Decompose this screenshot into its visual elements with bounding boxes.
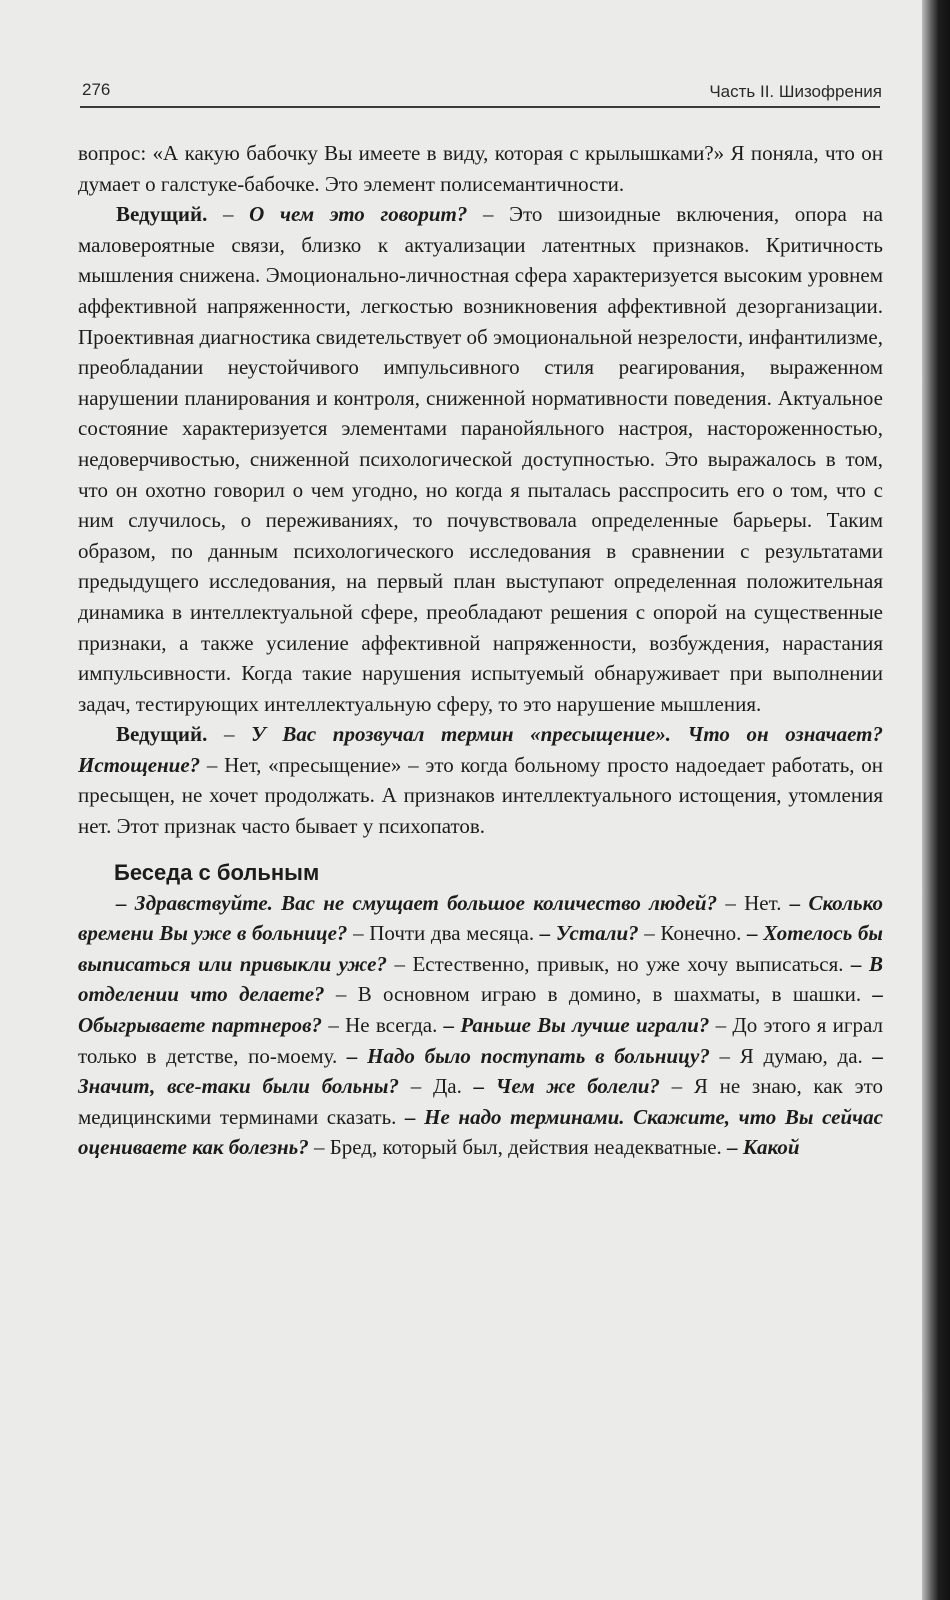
speaker-label: Ведущий. (116, 202, 208, 227)
answer: – Не всегда. (322, 1013, 444, 1038)
speaker-question: У Вас прозвучал термин «пресыщение». Что он означает? Истощение? (78, 722, 884, 777)
answer: – Естественно, привык, но уже хочу выписаться. (386, 951, 851, 976)
paragraph-3 (78, 719, 883, 841)
question: – Обыгрываете партнеров? (78, 982, 883, 1038)
dialogue-paragraph (78, 888, 883, 1163)
book-spine-shadow (922, 0, 950, 1600)
answer: – В основном играю в домино, в шахматы, в шашки. (324, 982, 873, 1007)
question: – Раньше Вы лучше играли? (443, 1013, 710, 1038)
page-number: 276 (82, 80, 111, 99)
paragraph-2 (78, 199, 883, 719)
question: – Не надо терминами. Скажите, что Вы сейчас оцениваете как болезнь? (78, 1104, 883, 1160)
answer-text: – Это шизоидные включения, опора на маловероятные связи, близко к актуализации латентных признаков. Критичность мышления снижена. Эмоционально-личностная сфера характеризуется высоким уровнем аффективной напряженности, легкостью возникновения аффективной дезорганизации. Проективная диагностика свидетельствует об эмоциональной незрелости, инфантилизме, преобладании неустойчивого импульсивного стиля реагирования, выраженном нарушении планирования и контроля, сниженной нормативности поведения. Актуальное состояние характеризуется элементами паранойяльного настроя, настороженностью, недоверчивостью, сниженной психологической доступностью. Это выражалось в том, что он охотно говорил о чем угодно, но когда я пыталась расспросить его о том, что с ним случилось, о переживаниях, то почувствовала определенные барьеры. Таким образом, по данным психологического исследования в сравнении с результатами предыдущего исследования, на первый план выступают определенная положительная динамика в интеллектуальной сфере, преобладают решения с опорой на существенные признаки, а также усиление аффективной напряженности, возбуждения, нарастания импульсивности. Когда такие нарушения испытуемый обнаруживает при выполнении задач, тестирующих интеллектуальную сферу, то это нарушение мышления. (78, 202, 883, 716)
answer: – Почти два месяца. (347, 921, 540, 946)
question: – Надо было поступать в больницу? (346, 1043, 710, 1068)
question: – Устали? (539, 921, 639, 946)
page-body (78, 138, 883, 1163)
answer-text: – Нет, «пресыщение» – это когда больному просто надоедает работать, он пресыщен, не хочет продолжать. А признаков интеллектуального истощения, утомления нет. Этот признак часто бывает у психопатов. (78, 752, 883, 839)
paragraph-1: вопрос: «А какую бабочку Вы имеете в виду, которая с крылышками?» Я поняла, что он думает о галстуке-бабочке. Это элемент полисемантичности. (78, 141, 883, 196)
question: – Значит, все-таки были больны? (78, 1043, 883, 1099)
question: – Какой (727, 1135, 800, 1160)
answer: – Нет. (717, 890, 790, 915)
answer: – Конечно. (638, 921, 748, 946)
question: – Сколько времени Вы уже в больнице? (78, 890, 883, 946)
question: – Здравствуйте. Вас не смущает большое количество людей? (116, 890, 718, 915)
answer: – Я не знаю, как это медицинскими терминами сказать. (78, 1074, 883, 1129)
question: – В отделении что делаете? (78, 951, 883, 1007)
answer: – Бред, который был, действия неадекватные. (308, 1135, 728, 1160)
dash: – (207, 202, 250, 227)
question: – Чем же болели? (473, 1074, 660, 1099)
answer: – Я думаю, да. (709, 1043, 873, 1068)
speaker-label: Ведущий. (116, 722, 208, 747)
part-title: Часть II. Шизофрения (709, 82, 882, 101)
speaker-question: О чем это говорит? (249, 202, 468, 227)
section-title: Беседа с больным (114, 859, 320, 885)
running-header (80, 78, 882, 108)
answer: – Да. (398, 1074, 474, 1099)
dash: – (207, 722, 252, 747)
answer: – До этого я играл только в детстве, по-моему. (78, 1013, 883, 1068)
header-rule (80, 106, 880, 108)
question: – Хотелось бы выписаться или привыкли уже? (78, 921, 884, 976)
